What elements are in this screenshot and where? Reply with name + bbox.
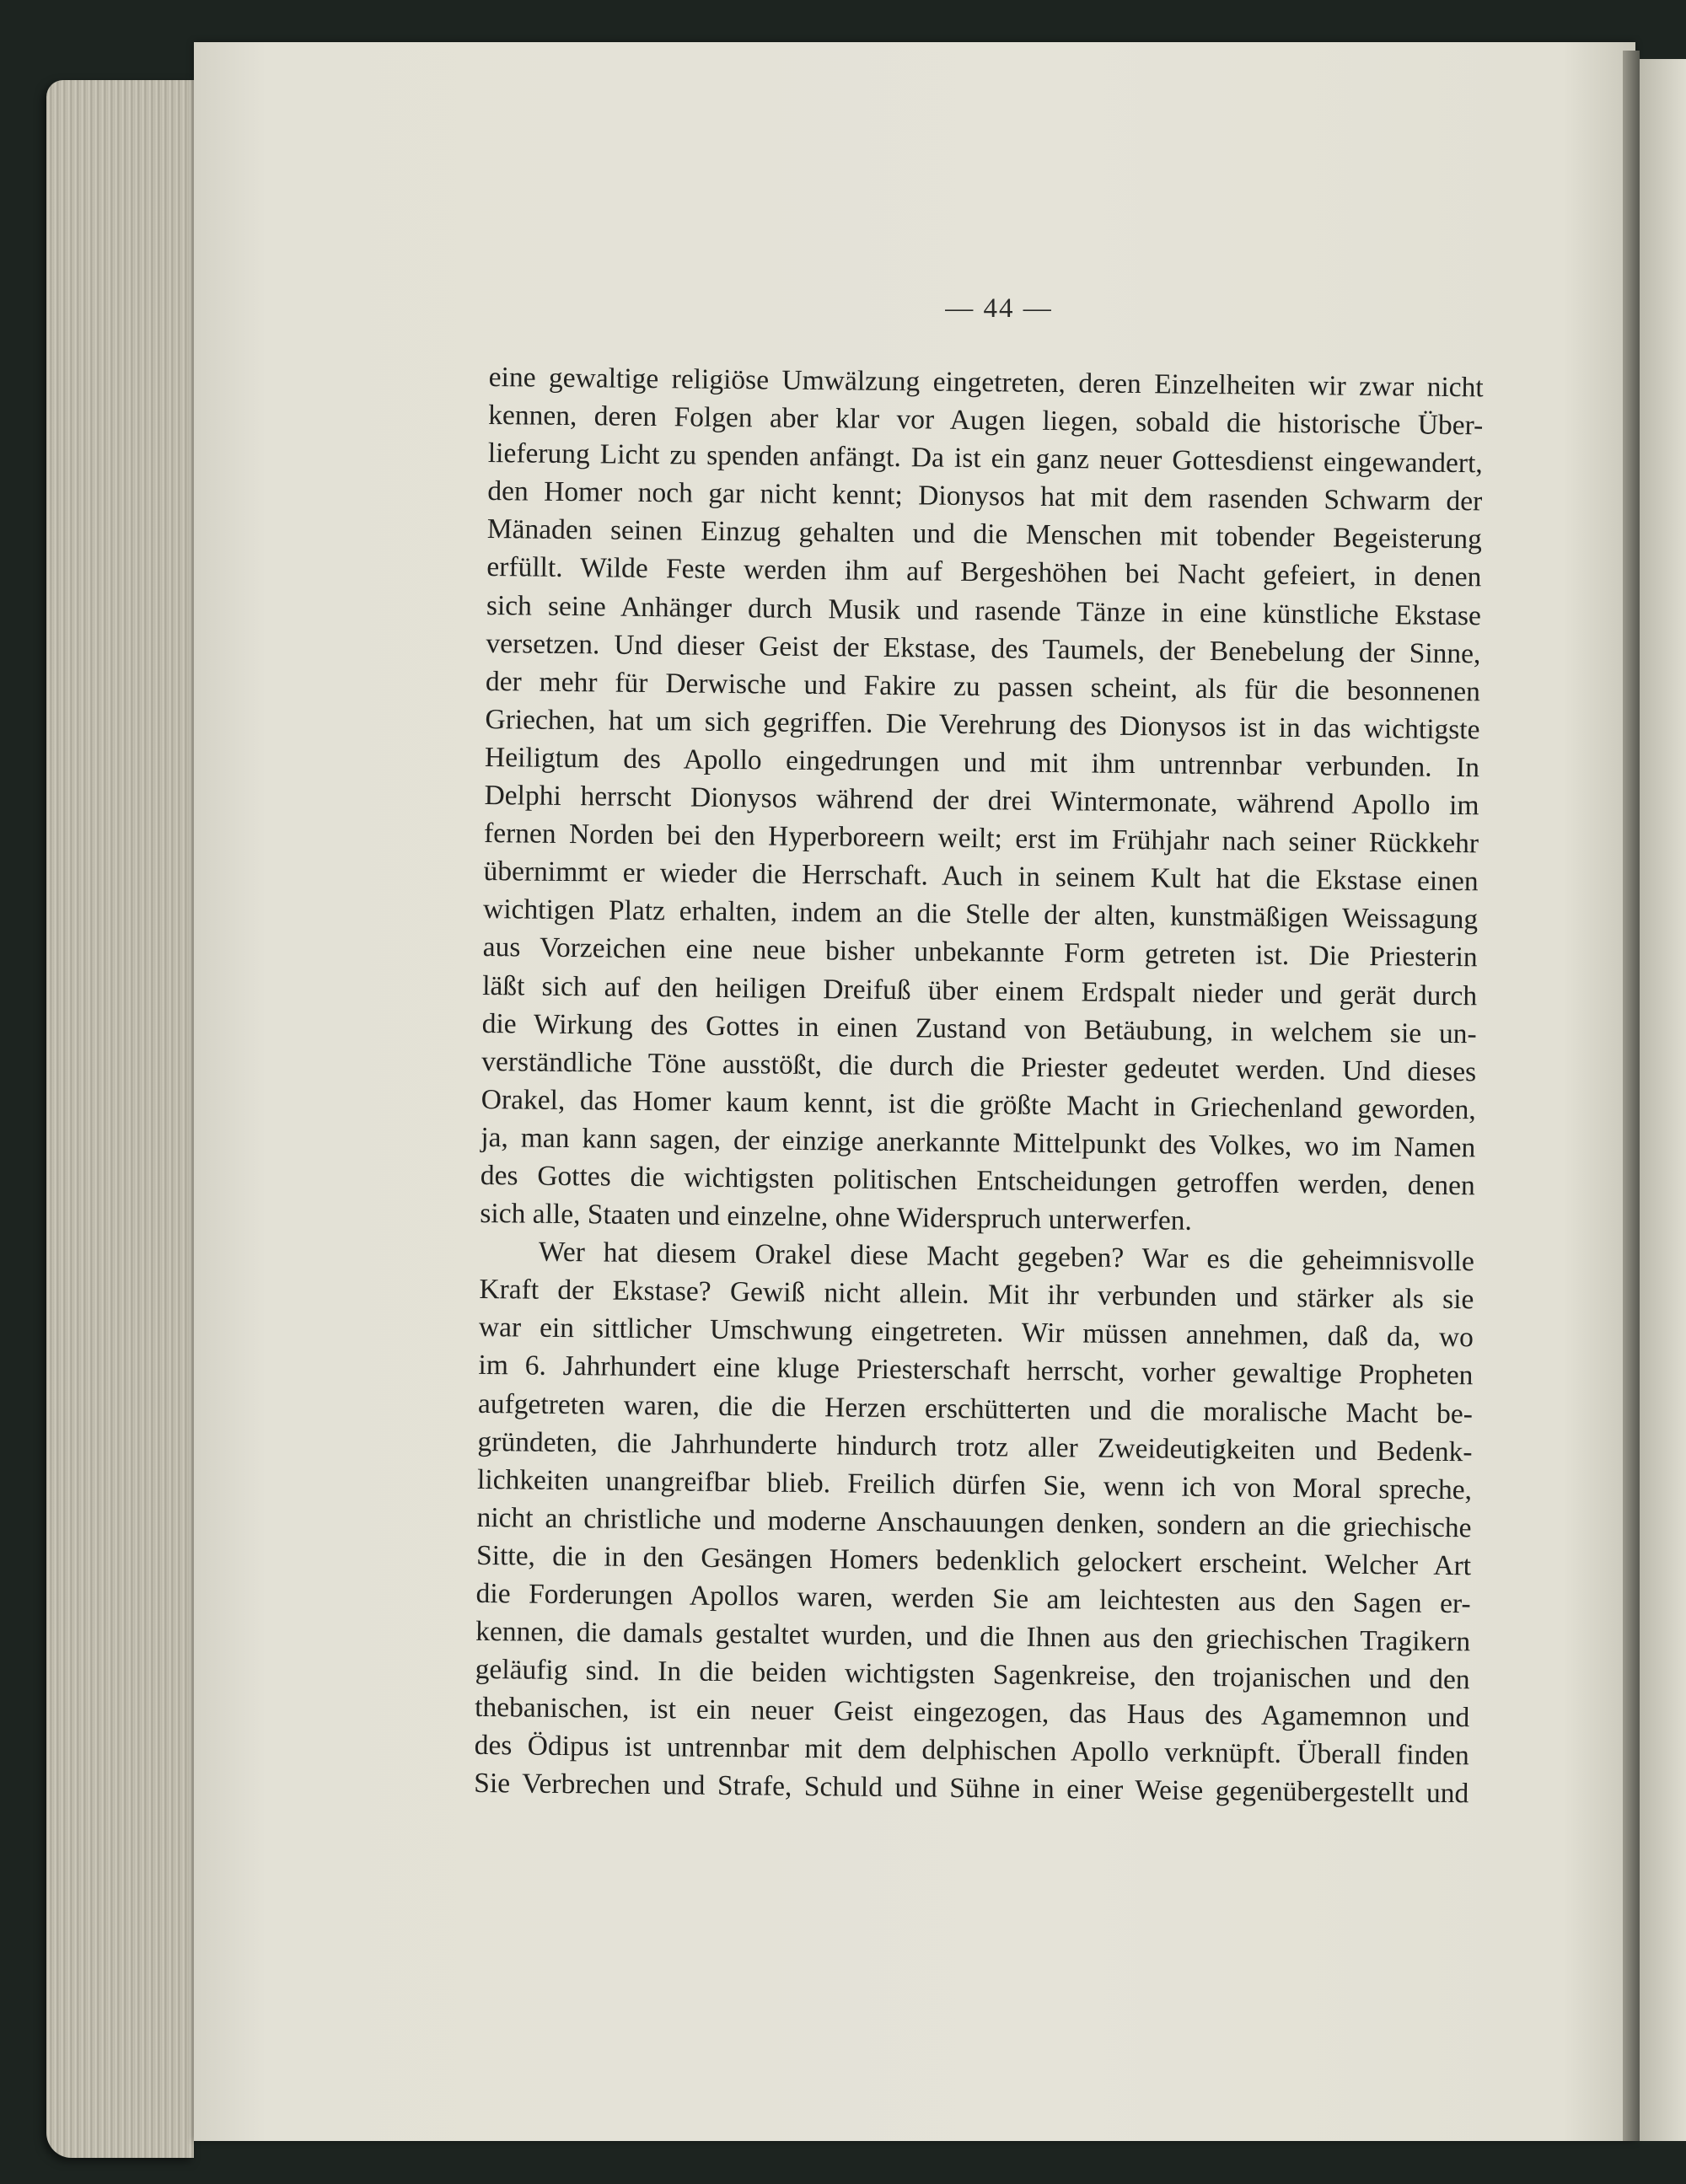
text-line: des Gottes die wichtigsten politischen Entscheidungen getroffen werden, denen <box>480 1159 1475 1202</box>
text-line: läßt sich auf den heiligen Dreifuß über einem Erdspalt nieder und gerät durch <box>482 969 1478 1012</box>
text-line: war ein sittlicher Umschwung eingetreten. Wir müssen annehmen, daß da, wo <box>478 1312 1474 1354</box>
text-line: Sie Verbrechen und Strafe, Schuld und Sühne in einer Weise gegenübergestellt und <box>474 1768 1469 1810</box>
text-line: kennen, die damals gestaltet wurden, und die Ihnen aus den griechischen Tragikern <box>475 1616 1471 1658</box>
page-number: — 44 — <box>945 293 1053 324</box>
facing-page-edge <box>1640 59 1686 2141</box>
text-line: nicht an christliche und moderne Anschauungen denken, sondern an die griechische <box>476 1501 1472 1544</box>
text-line: lichkeiten unangreifbar blieb. Freilich dürfen Sie, wenn ich von Moral spreche, <box>476 1463 1473 1506</box>
text-line: sich seine Anhänger durch Musik und rasende Tänze in eine künstliche Ekstase <box>486 589 1482 631</box>
paragraph-start-line: Wer hat diesem Orakel diese Macht gegeben? War es die geheimnisvolle <box>538 1236 1475 1278</box>
text-line: wichtigen Platz erhalten, indem an die Stelle der alten, kunstmäßigen Weissagung <box>482 893 1479 936</box>
text-line: übernimmt er wieder die Herrschaft. Auch in seinem Kult hat die Ekstase einen <box>483 856 1479 898</box>
text-line: Sitte, die in den Gesängen Homers bedenklich gelockert erscheint. Welcher Art <box>475 1539 1472 1582</box>
text-line: des Ödipus ist untrennbar mit dem delphischen Apollo verknüpft. Überall finden <box>474 1730 1469 1772</box>
text-line: im 6. Jahrhundert eine kluge Priesterschaft herrscht, vorher gewaltige Propheten <box>478 1350 1474 1392</box>
text-line: verständliche Töne ausstößt, die durch die Priester gedeutet werden. Und dieses <box>481 1045 1477 1087</box>
text-line: den Homer noch gar nicht kennt; Dionysos hat mit dem rasenden Schwarm der <box>487 475 1483 518</box>
body-text <box>474 358 1484 1813</box>
text-line: gründeten, die Jahrhunderte hindurch trotz aller Zweideutigkeiten und Bedenk- <box>477 1425 1473 1468</box>
text-line: Griechen, hat um sich gegriffen. Die Verehrung des Dionysos ist in das wichtigste <box>485 703 1480 746</box>
text-line: eine gewaltige religiöse Umwälzung eingetreten, deren Einzelheiten wir zwar nicht <box>488 361 1484 404</box>
text-line: die Wirkung des Gottes in einen Zustand von Betäubung, in welchem sie un- <box>481 1007 1477 1049</box>
text-line: Kraft der Ekstase? Gewiß nicht allein. Mit ihr verbunden und stärker als sie <box>479 1274 1474 1316</box>
text-line: aufgetreten waren, die die Herzen erschütterten und die moralische Macht be- <box>477 1387 1474 1430</box>
text-line: Mänaden seinen Einzug gehalten und die Menschen mit tobender Begeisterung <box>486 513 1483 555</box>
paragraph-end-line: sich alle, Staaten und einzelne, ohne Widerspruch unterwerfen. <box>480 1198 1193 1237</box>
page-edges <box>46 80 194 2158</box>
text-line: ja, man kann sagen, der einzige anerkannte Mittelpunkt des Volkes, wo im Namen <box>481 1121 1476 1164</box>
book-gutter <box>1623 51 1640 2141</box>
text-line: die Forderungen Apollos waren, werden Sie am leichtesten aus den Sagen er- <box>475 1577 1471 1620</box>
text-line: geläufig sind. In die beiden wichtigsten Sagenkreise, den trojanischen und den <box>475 1654 1470 1696</box>
text-line: erfüllt. Wilde Feste werden ihm auf Bergeshöhen bei Nacht gefeiert, in denen <box>486 551 1482 593</box>
text-line: lieferung Licht zu spenden anfängt. Da ist ein ganz neuer Gottesdienst eingewandert, <box>487 437 1483 480</box>
text-line: aus Vorzeichen eine neue bisher unbekannte Form getreten ist. Die Priesterin <box>482 931 1478 974</box>
text-line: kennen, deren Folgen aber klar vor Augen liegen, sobald die historische Über- <box>488 400 1484 442</box>
text-line: thebanischen, ist ein neuer Geist eingezogen, das Haus des Agamemnon und <box>475 1692 1470 1734</box>
text-line: der mehr für Derwische und Fakire zu passen scheint, als für die besonnenen <box>485 665 1481 708</box>
text-line: Delphi herrscht Dionysos während der drei Wintermonate, während Apollo im <box>484 780 1479 822</box>
text-line: fernen Norden bei den Hyperboreern weilt; erst im Frühjahr nach seiner Rückkehr <box>483 818 1479 860</box>
text-line: Heiligtum des Apollo eingedrungen und mit ihm untrennbar verbunden. In <box>484 741 1480 784</box>
text-line: versetzen. Und dieser Geist der Ekstase, des Taumels, der Benebelung der Sinne, <box>486 627 1481 669</box>
text-line: Orakel, das Homer kaum kennt, ist die größte Macht in Griechenland geworden, <box>481 1083 1476 1126</box>
